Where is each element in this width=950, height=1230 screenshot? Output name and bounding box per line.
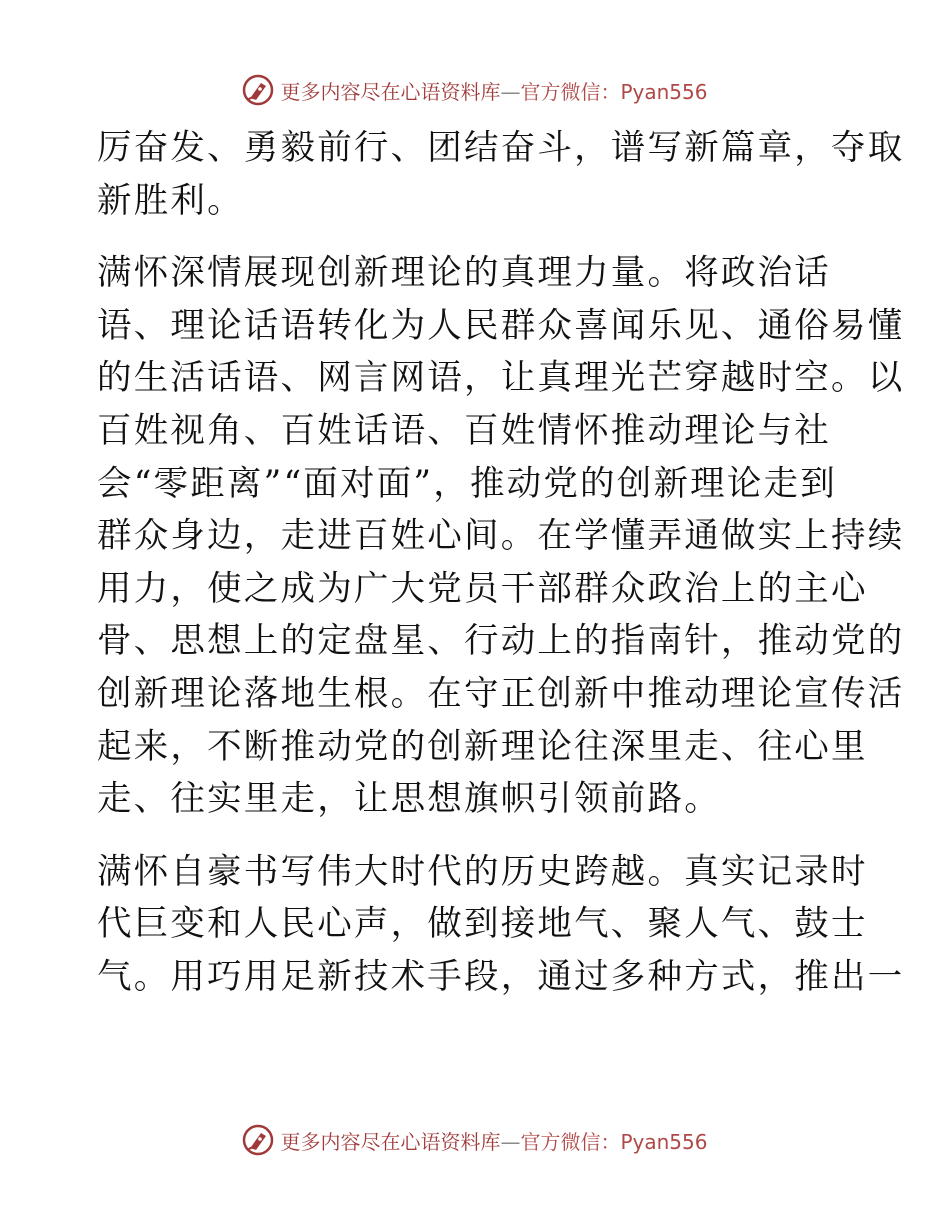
text-line: 创新理论落地生根。在守正创新中推动理论宣传活 — [97, 673, 905, 714]
header-text — [280, 76, 707, 105]
header-separator: — — [500, 79, 521, 104]
header-brand-text: 更多内容尽在心语资料库 — [280, 79, 501, 104]
header-banner — [0, 70, 950, 110]
paragraph-1 — [97, 122, 905, 227]
pen-nib-icon — [242, 1124, 274, 1156]
text-line: 起来，不断推动党的创新理论往深里走、往心里 — [97, 726, 868, 767]
paragraph-gap — [97, 826, 857, 846]
text-line: 新胜利。 — [97, 180, 244, 221]
footer-contact-text: 官方微信：Pyan556 — [520, 1129, 708, 1154]
pen-nib-icon — [242, 74, 274, 106]
paragraph-gap — [97, 227, 857, 247]
paragraph-2 — [97, 247, 905, 826]
text-line: 气。用巧用足新技术手段，通过多种方式，推出一 — [97, 956, 905, 997]
text-line: 的生活话语、网言网语，让真理光芒穿越时空。以 — [97, 358, 905, 399]
footer-banner — [0, 1120, 950, 1160]
text-line: 走、往实里走，让思想旗帜引领前路。 — [97, 779, 721, 820]
header-contact-text: 官方微信：Pyan556 — [520, 79, 708, 104]
text-line: 用力，使之成为广大党员干部群众政治上的主心 — [97, 568, 868, 609]
text-line: 骨、思想上的定盘星、行动上的指南针，推动党的 — [97, 621, 905, 662]
document-body — [97, 122, 905, 1004]
footer-brand-text: 更多内容尽在心语资料库 — [280, 1129, 501, 1154]
footer-text — [280, 1126, 707, 1155]
text-line: 百姓视角、百姓话语、百姓情怀推动理论与社 — [97, 410, 831, 451]
paragraph-3 — [97, 846, 905, 1004]
text-line: 代巨变和人民心声，做到接地气、聚人气、鼓士 — [97, 904, 868, 945]
text-line: 满怀深情展现创新理论的真理力量。将政治话 — [97, 253, 831, 294]
text-line: 语、理论话语转化为人民群众喜闻乐见、通俗易懂 — [97, 305, 905, 346]
footer-separator: — — [500, 1129, 521, 1154]
text-line: 会“零距离”“面对面”，推动党的创新理论走到 — [97, 463, 837, 504]
text-line: 厉奋发、勇毅前行、团结奋斗，谱写新篇章，夺取 — [97, 128, 905, 168]
text-line: 满怀自豪书写伟大时代的历史跨越。真实记录时 — [97, 851, 868, 892]
text-line: 群众身边，走进百姓心间。在学懂弄通做实上持续 — [97, 516, 905, 557]
